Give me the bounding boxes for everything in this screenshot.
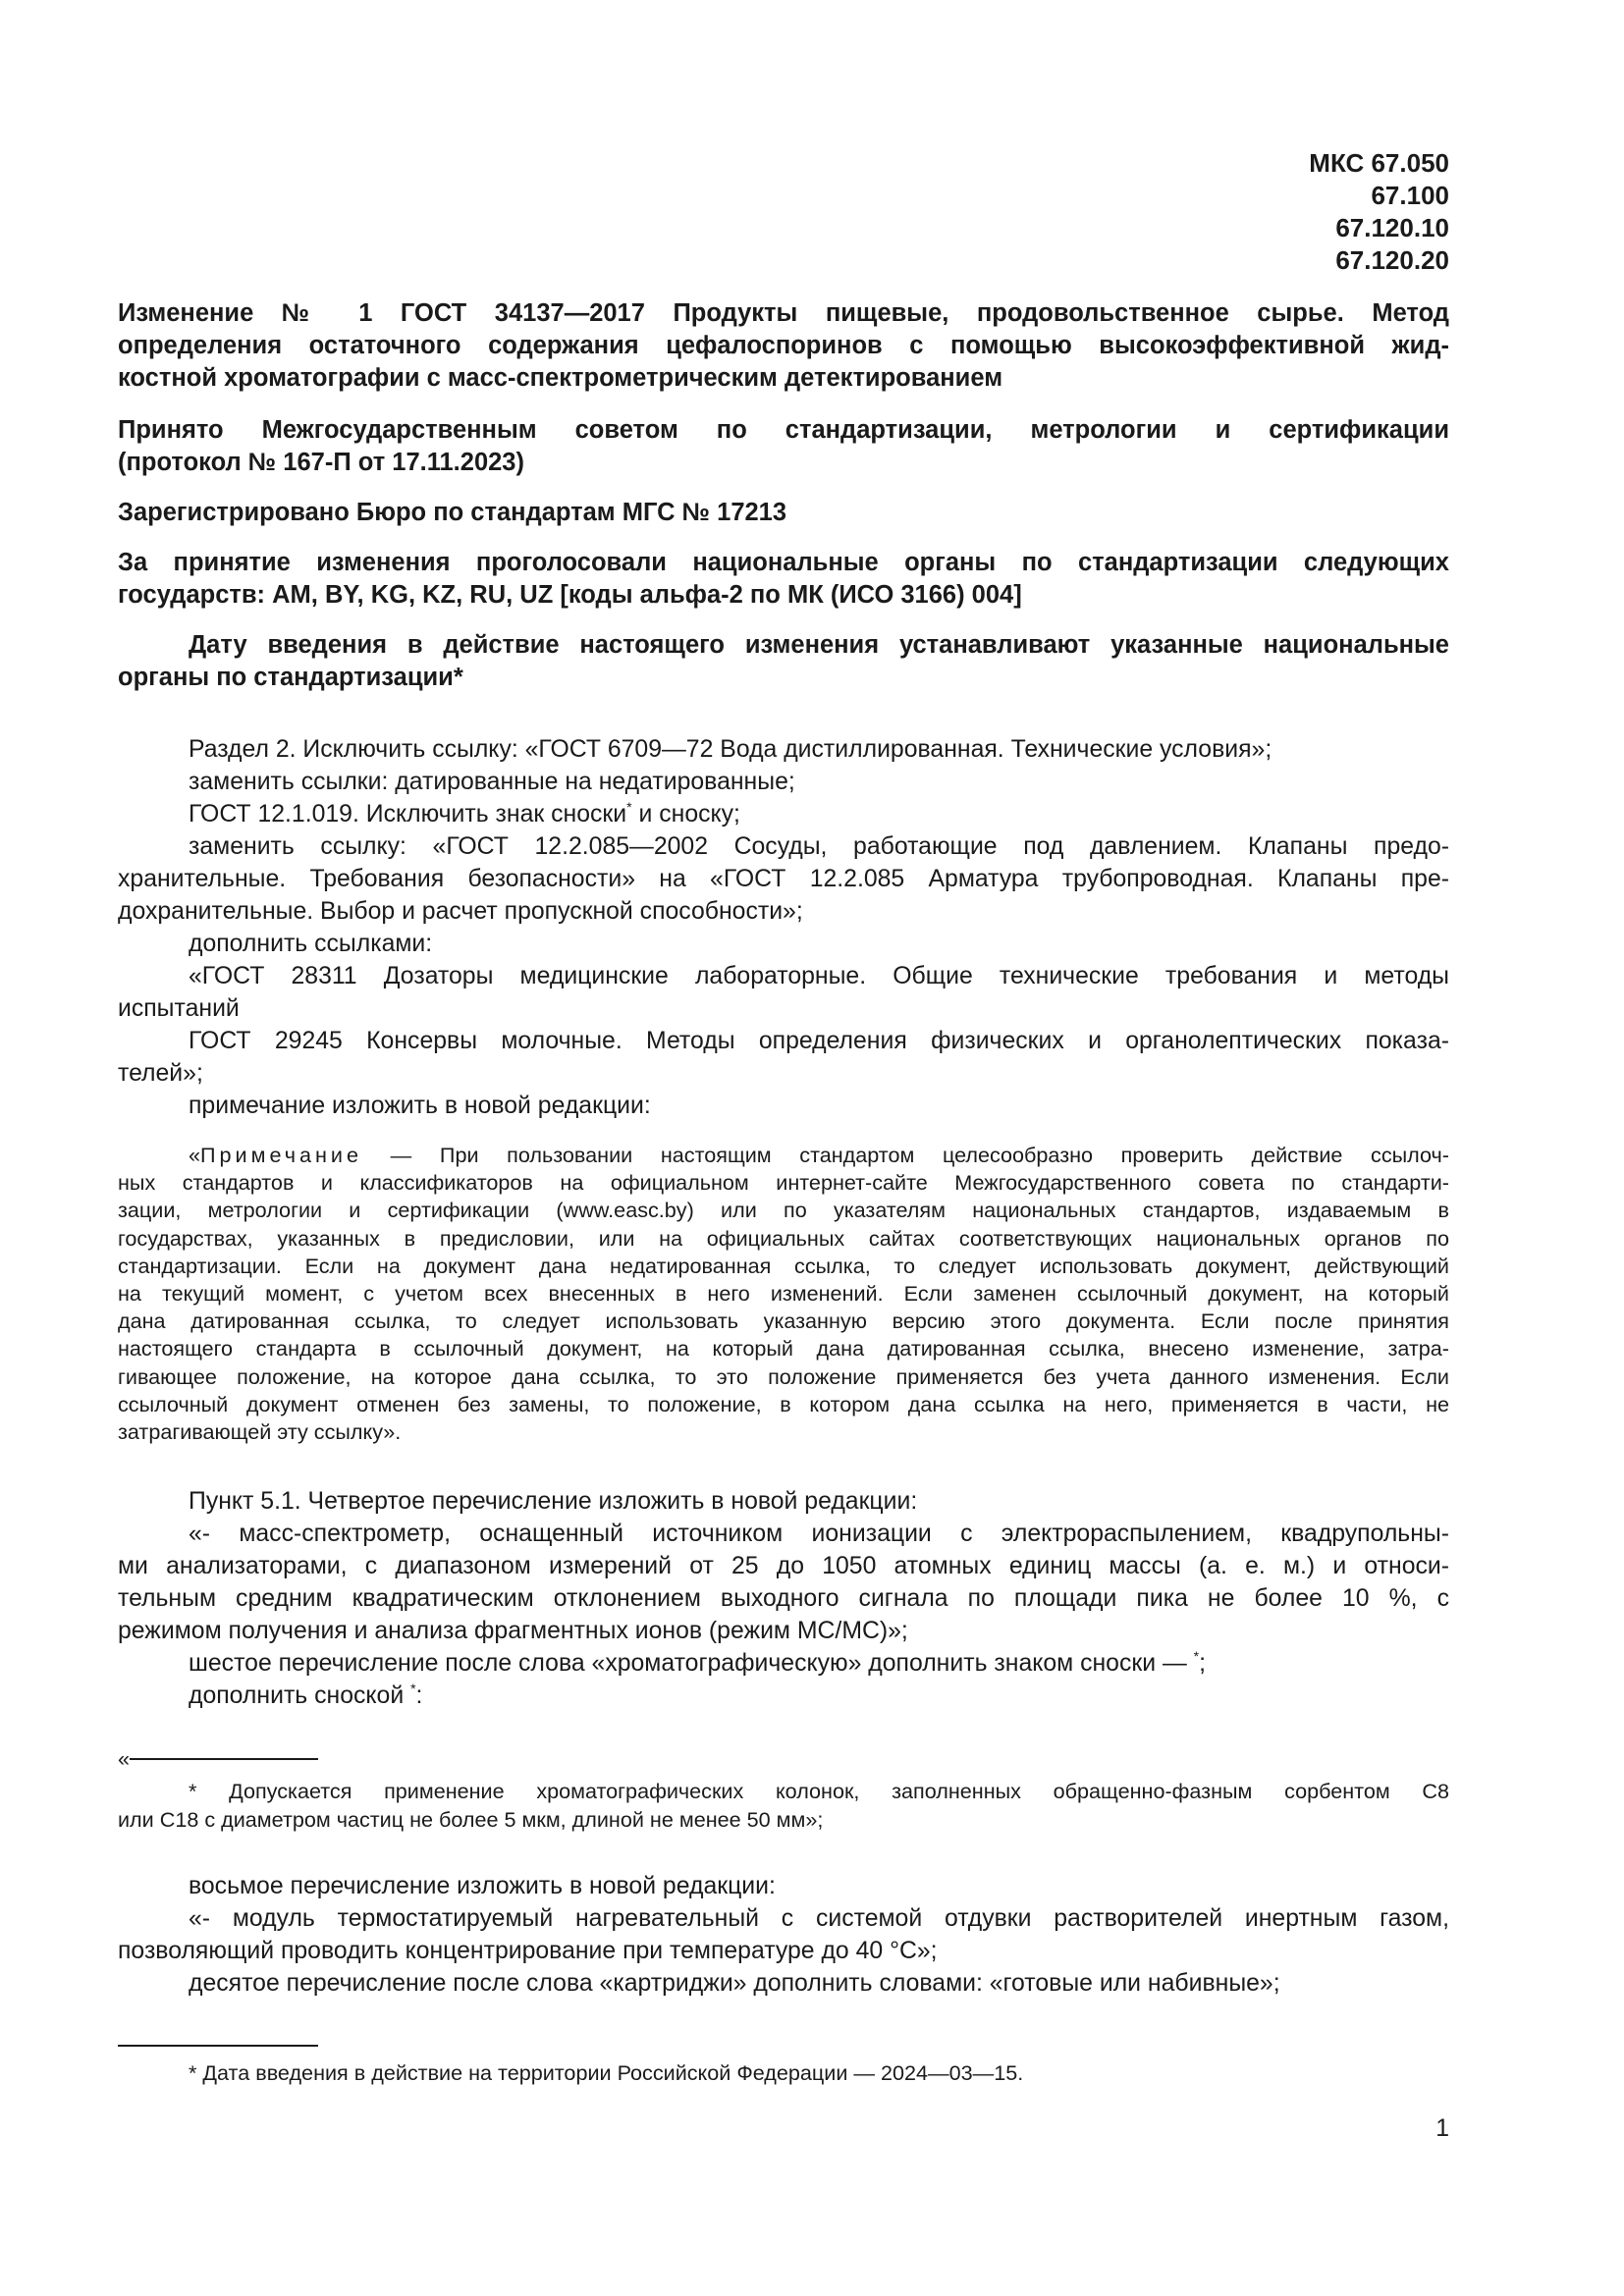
inner-footnote-quote: «	[118, 1746, 131, 1771]
mks-codes	[1309, 147, 1449, 277]
note-block	[118, 1142, 1449, 1446]
adopted-line: (протокол № 167-П от 17.11.2023)	[118, 449, 524, 476]
footnote-mark: *	[1193, 1648, 1200, 1664]
text-line: позволяющий проводить концентрирование при температуре до 40 °С»;	[118, 1938, 938, 1964]
text-line: дополнить сноской	[189, 1682, 411, 1709]
text-line: дохранительные. Выбор и расчет пропускной способности»;	[118, 898, 803, 925]
footnote-line: * Допускается применение хроматографических колонок, заполненных обращенно-фазным сорбентом С8	[189, 1779, 1449, 1803]
mks-code: МКС 67.050	[1309, 148, 1449, 178]
text-line: хранительные. Требования безопасности» на «ГОСТ 12.2.085 Арматура трубопроводная. Клапаны пре-	[118, 866, 1449, 892]
note-line: ссылочный документ отменен без замены, то положение, в котором дана ссылка на него, применяется в части, не	[118, 1391, 1449, 1416]
mks-code: 67.100	[1371, 181, 1449, 210]
text-line: и сноску;	[631, 801, 740, 828]
footnote-mark: *	[626, 799, 632, 815]
text-line: шестое перечисление после слова «хроматографическую» дополнить знаком сноски —	[189, 1650, 1194, 1677]
text-line: ми анализаторами, с диапазоном измерений от 25 до 1050 атомных единиц массы (а. е. м.) и относи-	[118, 1553, 1449, 1579]
text-line: испытаний	[118, 995, 240, 1022]
text-line: ГОСТ 29245 Консервы молочные. Методы определения физических и органолептических показа-	[189, 1028, 1449, 1054]
footnote-line: или С18 с диаметром частиц не более 5 мкм, длиной не менее 50 мм»;	[118, 1806, 824, 1832]
title-line: костной хроматографии с масс-спектрометрическим детектированием	[118, 364, 1003, 392]
text-line: заменить ссылки: датированные на недатированные;	[189, 769, 795, 795]
footnote-mark: *	[453, 664, 463, 691]
text-line: восьмое перечисление изложить в новой редакции:	[189, 1873, 776, 1899]
text-line: режимом получения и анализа фрагментных ионов (режим МС/МС)»;	[118, 1618, 908, 1644]
note-line: дана датированная ссылка, то следует использовать указанную версию этого документа. Если после принятия	[118, 1308, 1449, 1334]
section-2	[118, 733, 1449, 1122]
text-line: заменить ссылку: «ГОСТ 12.2.085—2002 Сосуды, работающие под давлением. Клапаны предо-	[189, 833, 1449, 860]
voted-line: государств: AM, BY, KG, KZ, RU, UZ [коды альфа-2 по МК (ИСО 3166) 004]	[118, 581, 1022, 609]
inner-footnote	[118, 1778, 1449, 1834]
punctuation: ;	[1199, 1650, 1206, 1677]
footnote-mark: *	[410, 1681, 416, 1696]
document-title	[118, 297, 1449, 395]
voted-line: За принятие изменения проголосовали национальные органы по стандартизации следующих	[118, 549, 1449, 576]
text-line: дополнить ссылками:	[189, 931, 433, 957]
note-line: ных стандартов и классификаторов на официальном интернет-сайте Межгосударственного совета по стандарти-	[118, 1170, 1449, 1196]
mks-code: 67.120.10	[1335, 213, 1449, 242]
page-number: 1	[1435, 2115, 1449, 2142]
note-line: на текущий момент, с учетом всех внесенных в него изменений. Если заменен ссылочный документ, на который	[118, 1281, 1449, 1307]
footnote-divider	[130, 1758, 318, 1760]
text-line: ГОСТ 12.1.019. Исключить знак сноски	[189, 801, 627, 828]
text-line: «- модуль термостатируемый нагревательный с системой отдувки растворителей инертным газом,	[189, 1905, 1449, 1932]
text-line: Пункт 5.1. Четвертое перечисление изложить в новой редакции:	[189, 1488, 918, 1515]
punctuation: :	[415, 1682, 423, 1709]
text-line: телей»;	[118, 1060, 203, 1087]
note-line: настоящего стандарта в ссылочный документ, на который дана датированная ссылка, внесено изменение, затра-	[118, 1336, 1449, 1362]
note-line: — При пользовании настоящим стандартом целесообразно проверить действие ссылоч-	[362, 1143, 1449, 1167]
effective-line: органы по стандартизации	[118, 664, 454, 691]
title-line: Изменение № 1 ГОСТ 34137—2017 Продукты пищевые, продовольственное сырье. Метод	[118, 299, 1449, 327]
registered-statement: Зарегистрировано Бюро по стандартам МГС № 17213	[118, 499, 787, 526]
text-line: «- масс-спектрометр, оснащенный источником ионизации с электрораспылением, квадрупольны-	[189, 1521, 1449, 1547]
page-footnote-divider	[118, 2045, 318, 2047]
note-line: государствах, указанных в предисловии, или на официальных сайтах соответствующих национальных органов по	[118, 1225, 1449, 1251]
note-label: Примечание	[200, 1143, 363, 1167]
continued-text	[118, 1870, 1449, 2000]
note-line: зации, метрологии и сертификации (www.easc.by) или по указателям национальных стандартов, издаваемым в	[118, 1198, 1449, 1223]
voted-statement	[118, 547, 1449, 612]
effective-line: Дату введения в действие настоящего изменения устанавливают указанные национальные	[189, 631, 1449, 659]
item-5-1	[118, 1485, 1449, 1712]
adopted-line: Принято Межгосударственным советом по стандартизации, метрологии и сертификации	[118, 416, 1449, 444]
note-line: стандартизации. Если на документ дана недатированная ссылка, то следует использовать документ, действующий	[118, 1253, 1449, 1278]
text-line: «ГОСТ 28311 Дозаторы медицинские лабораторные. Общие технические требования и методы	[189, 963, 1449, 989]
note-line: гивающее положение, на которое дана ссылка, то это положение применяется без учета данного изменения. Если	[118, 1363, 1449, 1389]
adopted-statement	[118, 414, 1449, 479]
text-line: тельным средним квадратическим отклонением выходного сигнала по площади пика не более 10 %, с	[118, 1585, 1449, 1612]
effective-date-statement	[118, 629, 1449, 694]
text-line: примечание изложить в новой редакции:	[189, 1093, 651, 1119]
title-line: определения остаточного содержания цефалоспоринов с помощью высокоэффективной жид-	[118, 332, 1449, 359]
text-line: десятое перечисление после слова «картриджи» дополнить словами: «готовые или набивные»;	[189, 1970, 1280, 1997]
page-footnote: * Дата введения в действие на территории Российской Федерации — 2024—03—15.	[189, 2060, 1024, 2085]
open-quote: «	[189, 1143, 201, 1167]
text-line: Раздел 2. Исключить ссылку: «ГОСТ 6709—72 Вода дистиллированная. Технические условия»;	[189, 736, 1272, 763]
note-line: затрагивающей эту ссылку».	[118, 1419, 402, 1445]
mks-code: 67.120.20	[1335, 245, 1449, 275]
